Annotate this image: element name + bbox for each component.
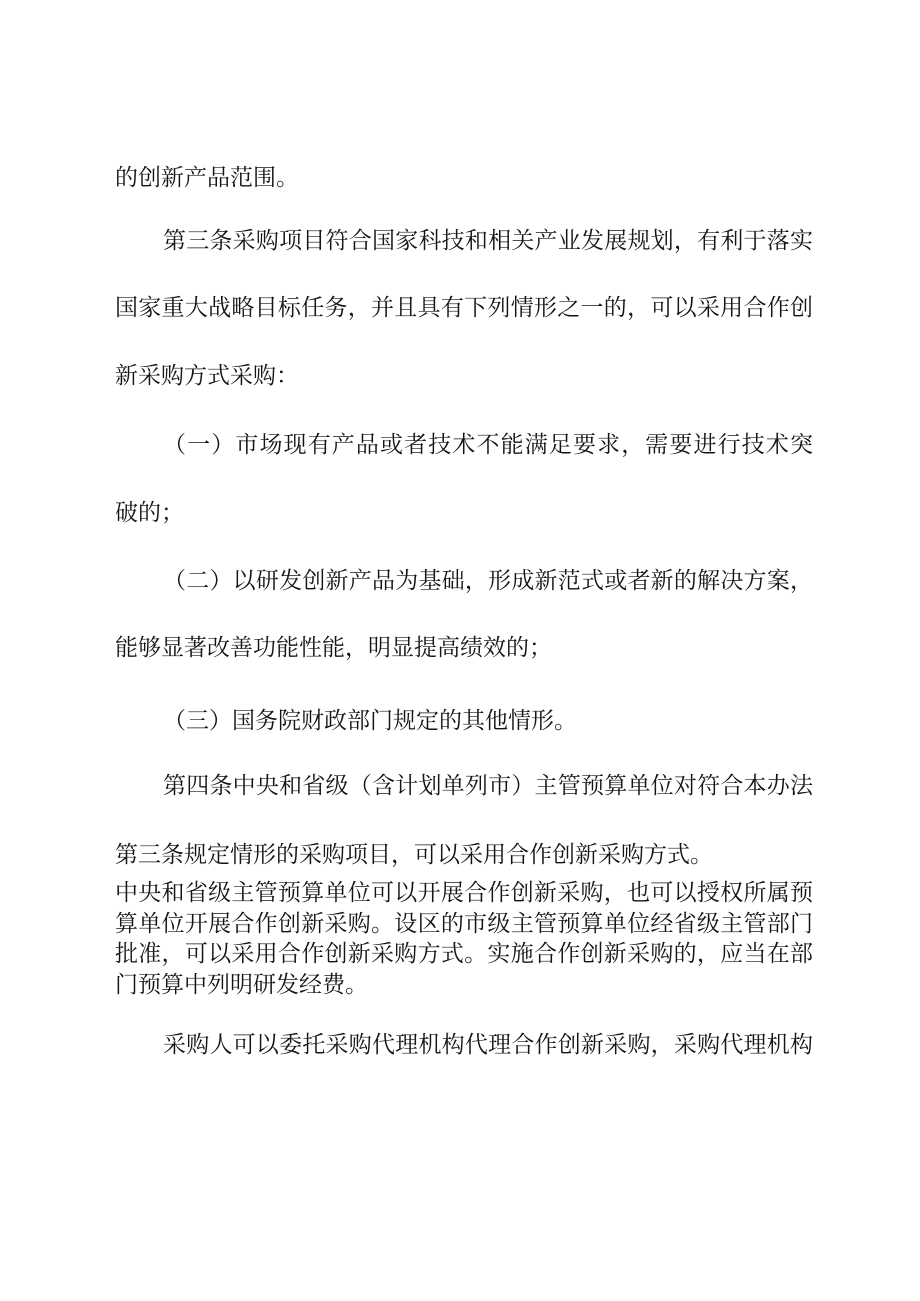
text-line: 批准，可以采用合作创新采购方式。实施合作创新采购的，应当在部 xyxy=(115,941,813,966)
text-line: 第三条采购项目符合国家科技和相关产业发展规划，有利于落实 xyxy=(163,228,813,253)
text-line: 算单位开展合作创新采购。设区的市级主管预算单位经省级主管部门 xyxy=(115,911,813,936)
text-line: （三）国务院财政部门规定的其他情形。 xyxy=(163,708,577,733)
text-line: 国家重大战略目标任务，并且具有下列情形之一的，可以采用合作创 xyxy=(115,295,813,320)
text-line: 能够显著改善功能性能，明显提高绩效的； xyxy=(115,635,552,660)
text-line: 破的； xyxy=(115,500,184,525)
text-line: 中央和省级主管预算单位可以开展合作创新采购，也可以授权所属预 xyxy=(115,880,813,905)
text-line: 第四条中央和省级（含计划单列市）主管预算单位对符合本办法 xyxy=(163,773,813,798)
text-line: （二）以研发创新产品为基础，形成新范式或者新的解决方案， xyxy=(163,568,813,593)
text-line: 采购人可以委托采购代理机构代理合作创新采购，采购代理机构 xyxy=(163,1032,813,1057)
text-line: 新采购方式采购： xyxy=(115,363,299,388)
text-line: （一）市场现有产品或者技术不能满足要求，需要进行技术突 xyxy=(163,432,813,457)
text-line: 第三条规定情形的采购项目，可以采用合作创新采购方式。 xyxy=(115,842,713,867)
text-line: 门预算中列明研发经费。 xyxy=(115,972,368,997)
text-line: 的创新产品范围。 xyxy=(115,165,299,190)
